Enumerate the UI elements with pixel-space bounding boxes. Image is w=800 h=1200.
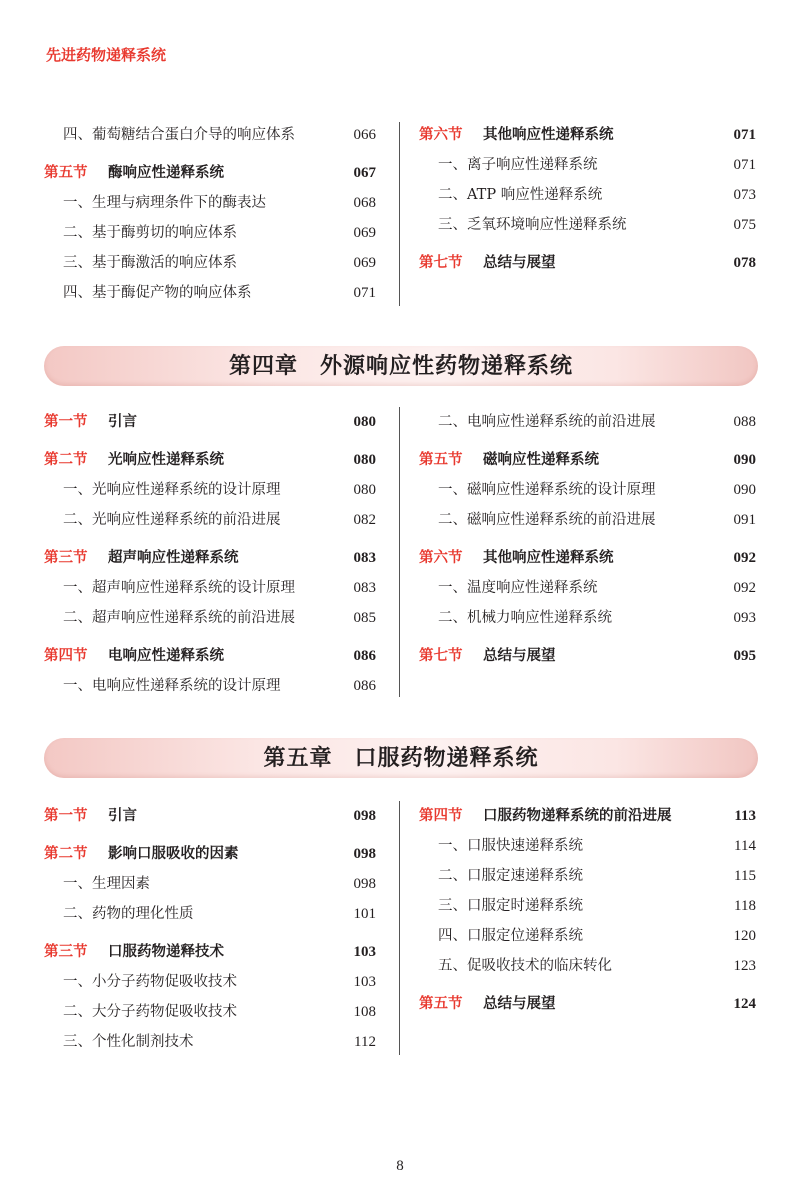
page-reference: 086 [353, 678, 376, 694]
subsection-title: 二、磁响应性递释系统的前沿进展 [438, 512, 656, 528]
section-title: 引言 [108, 808, 137, 824]
page-reference: 069 [353, 225, 376, 241]
section-heading [44, 158, 224, 188]
toc-subsection-entry[interactable] [44, 278, 376, 308]
page-reference: 067 [353, 165, 376, 181]
section-number: 第七节 [419, 255, 463, 271]
section-number: 第一节 [44, 808, 88, 824]
toc-subsection-entry[interactable] [419, 603, 756, 633]
subsection-title: 四、葡萄糖结合蛋白介导的响应体系 [63, 127, 295, 143]
toc-subsection-entry[interactable] [44, 188, 376, 218]
page-reference: 086 [353, 648, 376, 664]
toc-subsection-entry[interactable] [419, 150, 756, 180]
toc-subsection-entry[interactable] [419, 210, 756, 240]
section-number: 第五节 [44, 165, 88, 181]
running-header: 先进药物递释系统 [46, 46, 167, 64]
section-heading [44, 543, 239, 573]
toc-subsection-entry[interactable] [44, 573, 376, 603]
section-heading [44, 839, 239, 869]
section-heading [419, 248, 556, 278]
toc-subsection-entry[interactable] [419, 180, 756, 210]
subsection-title: 五、促吸收技术的临床转化 [438, 958, 612, 974]
subsection-title: 二、机械力响应性递释系统 [438, 610, 612, 626]
section-number: 第六节 [419, 550, 463, 566]
page-reference: 066 [353, 127, 376, 143]
page-number: 8 [396, 1158, 404, 1174]
toc-subsection-entry[interactable] [44, 218, 376, 248]
toc-subsection-entry[interactable] [44, 120, 376, 150]
section-title: 引言 [108, 414, 137, 430]
page-reference: 095 [733, 648, 756, 664]
toc-section-entry[interactable] [419, 248, 756, 278]
toc-section-entry[interactable] [44, 445, 376, 475]
subsection-title: 三、口服定时递释系统 [438, 898, 583, 914]
chapter-name: 口服药物递释系统 [354, 745, 539, 771]
page-reference: 071 [733, 127, 756, 143]
toc-subsection-entry[interactable] [419, 921, 756, 951]
section-title: 电响应性递释系统 [108, 648, 224, 664]
section-title: 其他响应性递释系统 [483, 127, 614, 143]
section-heading [419, 120, 614, 150]
subsection-title: 二、光响应性递释系统的前沿进展 [63, 512, 281, 528]
toc-subsection-entry[interactable] [44, 248, 376, 278]
page-reference: 091 [733, 512, 756, 528]
toc-section-entry[interactable] [44, 641, 376, 671]
toc-section-entry[interactable] [419, 989, 756, 1019]
section-heading [44, 641, 224, 671]
section-heading [419, 445, 599, 475]
section-number: 第四节 [44, 648, 88, 664]
toc-section-entry[interactable] [44, 801, 376, 831]
page-reference: 092 [733, 550, 756, 566]
section-number: 第七节 [419, 648, 463, 664]
page-reference: 124 [733, 996, 756, 1012]
page-reference: 098 [353, 808, 376, 824]
chapter-name: 外源响应性药物递释系统 [320, 353, 574, 379]
section-title: 总结与展望 [483, 648, 556, 664]
toc-column-right [419, 120, 756, 308]
section-number: 第四节 [419, 808, 463, 824]
page-reference: 080 [353, 452, 376, 468]
toc-section-entry[interactable] [44, 937, 376, 967]
toc-column-right [419, 407, 756, 701]
section-number: 第五节 [419, 996, 463, 1012]
column-divider [399, 407, 400, 697]
subsection-title: 三、乏氧环境响应性递释系统 [438, 217, 627, 233]
page-reference: 120 [733, 928, 756, 944]
page-reference: 101 [353, 906, 376, 922]
subsection-title: 一、电响应性递释系统的设计原理 [63, 678, 281, 694]
subsection-title: 一、生理与病理条件下的酶表达 [63, 195, 266, 211]
subsection-title: 一、温度响应性递释系统 [438, 580, 598, 596]
chapter-title [44, 738, 758, 778]
toc-subsection-entry[interactable] [44, 967, 376, 997]
subsection-title: 一、小分子药物促吸收技术 [63, 974, 237, 990]
toc-column-right [419, 801, 756, 1057]
section-number: 第二节 [44, 846, 88, 862]
section-title: 口服药物递释技术 [108, 944, 224, 960]
toc-section-entry[interactable] [44, 407, 376, 437]
page-reference: 112 [354, 1034, 376, 1050]
subsection-title: 二、超声响应性递释系统的前沿进展 [63, 610, 295, 626]
chapter-banner [44, 346, 758, 386]
page-reference: 118 [734, 898, 756, 914]
toc-section-entry[interactable] [419, 641, 756, 671]
page-reference: 092 [733, 580, 756, 596]
section-heading [44, 445, 224, 475]
subsection-title: 二、电响应性递释系统的前沿进展 [438, 414, 656, 430]
toc-section-entry[interactable] [419, 120, 756, 150]
page-reference: 085 [353, 610, 376, 626]
page-reference: 073 [733, 187, 756, 203]
page-reference: 082 [353, 512, 376, 528]
toc-subsection-entry[interactable] [44, 475, 376, 505]
toc-section-continued [44, 120, 756, 308]
subsection-title: 二、ATP 响应性递释系统 [438, 187, 603, 203]
section-number: 第一节 [44, 414, 88, 430]
chapter-number: 第四章 [228, 353, 298, 379]
toc-subsection-entry[interactable] [419, 475, 756, 505]
section-title: 口服药物递释系统的前沿进展 [483, 808, 672, 824]
toc-column-left [44, 801, 376, 1057]
section-number: 第五节 [419, 452, 463, 468]
page-reference: 098 [353, 846, 376, 862]
page-reference: 115 [734, 868, 756, 884]
toc-column-left [44, 407, 376, 701]
toc-subsection-entry[interactable] [44, 603, 376, 633]
subsection-title: 一、生理因素 [63, 876, 150, 892]
subsection-title: 四、口服定位递释系统 [438, 928, 583, 944]
toc-section-entry[interactable] [44, 543, 376, 573]
section-title: 其他响应性递释系统 [483, 550, 614, 566]
page-reference: 113 [734, 808, 756, 824]
toc-subsection-entry[interactable] [44, 997, 376, 1027]
subsection-title: 三、个性化制剂技术 [63, 1034, 194, 1050]
subsection-title: 三、基于酶激活的响应体系 [63, 255, 237, 271]
section-heading [44, 937, 224, 967]
page-reference: 078 [733, 255, 756, 271]
section-heading [44, 801, 137, 831]
page-reference: 071 [733, 157, 756, 173]
toc-section-entry[interactable] [44, 158, 376, 188]
page-reference: 108 [353, 1004, 376, 1020]
page-reference: 083 [353, 550, 376, 566]
section-title: 影响口服吸收的因素 [108, 846, 239, 862]
toc-subsection-entry[interactable] [44, 869, 376, 899]
toc-subsection-entry[interactable] [44, 505, 376, 535]
toc-subsection-entry[interactable] [419, 505, 756, 535]
section-heading [44, 407, 137, 437]
page-reference: 090 [733, 452, 756, 468]
page-reference: 083 [353, 580, 376, 596]
toc-subsection-entry[interactable] [419, 573, 756, 603]
toc-subsection-entry[interactable] [44, 1027, 376, 1057]
section-title: 光响应性递释系统 [108, 452, 224, 468]
toc-section-entry[interactable] [44, 839, 376, 869]
chapter-number: 第五章 [263, 745, 333, 771]
section-number: 第二节 [44, 452, 88, 468]
subsection-title: 一、离子响应性递释系统 [438, 157, 598, 173]
page-reference: 114 [734, 838, 756, 854]
page-reference: 123 [733, 958, 756, 974]
toc-section-entry[interactable] [419, 543, 756, 573]
column-divider [399, 122, 400, 306]
section-heading [419, 641, 556, 671]
page-reference: 090 [733, 482, 756, 498]
section-title: 总结与展望 [483, 255, 556, 271]
toc-section-entry[interactable] [419, 445, 756, 475]
subsection-title: 二、口服定速递释系统 [438, 868, 583, 884]
page-reference: 098 [353, 876, 376, 892]
toc-column-left [44, 120, 376, 308]
page-reference: 103 [353, 974, 376, 990]
page-reference: 069 [353, 255, 376, 271]
page-reference: 088 [733, 414, 756, 430]
subsection-title: 二、药物的理化性质 [63, 906, 194, 922]
section-heading [419, 543, 614, 573]
toc-subsection-entry[interactable] [44, 671, 376, 701]
section-number: 第三节 [44, 944, 88, 960]
page-reference: 080 [353, 482, 376, 498]
page-reference: 080 [353, 414, 376, 430]
section-title: 总结与展望 [483, 996, 556, 1012]
toc-subsection-entry[interactable] [419, 831, 756, 861]
subsection-title: 二、基于酶剪切的响应体系 [63, 225, 237, 241]
subsection-title: 一、口服快速递释系统 [438, 838, 583, 854]
section-heading [419, 989, 556, 1019]
toc-chapter-5 [44, 801, 756, 1057]
section-heading [419, 801, 672, 831]
subsection-title: 一、光响应性递释系统的设计原理 [63, 482, 281, 498]
section-number: 第六节 [419, 127, 463, 143]
toc-subsection-entry[interactable] [419, 951, 756, 981]
column-divider [399, 801, 400, 1055]
toc-subsection-entry[interactable] [44, 899, 376, 929]
subsection-title: 二、大分子药物促吸收技术 [63, 1004, 237, 1020]
section-title: 超声响应性递释系统 [108, 550, 239, 566]
toc-section-entry[interactable] [419, 801, 756, 831]
toc-subsection-entry[interactable] [419, 891, 756, 921]
subsection-title: 一、超声响应性递释系统的设计原理 [63, 580, 295, 596]
chapter-banner [44, 738, 758, 778]
chapter-title [44, 346, 758, 386]
page-reference: 075 [733, 217, 756, 233]
page-reference: 103 [353, 944, 376, 960]
section-number: 第三节 [44, 550, 88, 566]
toc-subsection-entry[interactable] [419, 407, 756, 437]
toc-subsection-entry[interactable] [419, 861, 756, 891]
page-reference: 093 [733, 610, 756, 626]
toc-chapter-4 [44, 407, 756, 701]
section-title: 磁响应性递释系统 [483, 452, 599, 468]
subsection-title: 一、磁响应性递释系统的设计原理 [438, 482, 656, 498]
subsection-title: 四、基于酶促产物的响应体系 [63, 285, 252, 301]
section-title: 酶响应性递释系统 [108, 165, 224, 181]
page-reference: 071 [353, 285, 376, 301]
page-reference: 068 [353, 195, 376, 211]
